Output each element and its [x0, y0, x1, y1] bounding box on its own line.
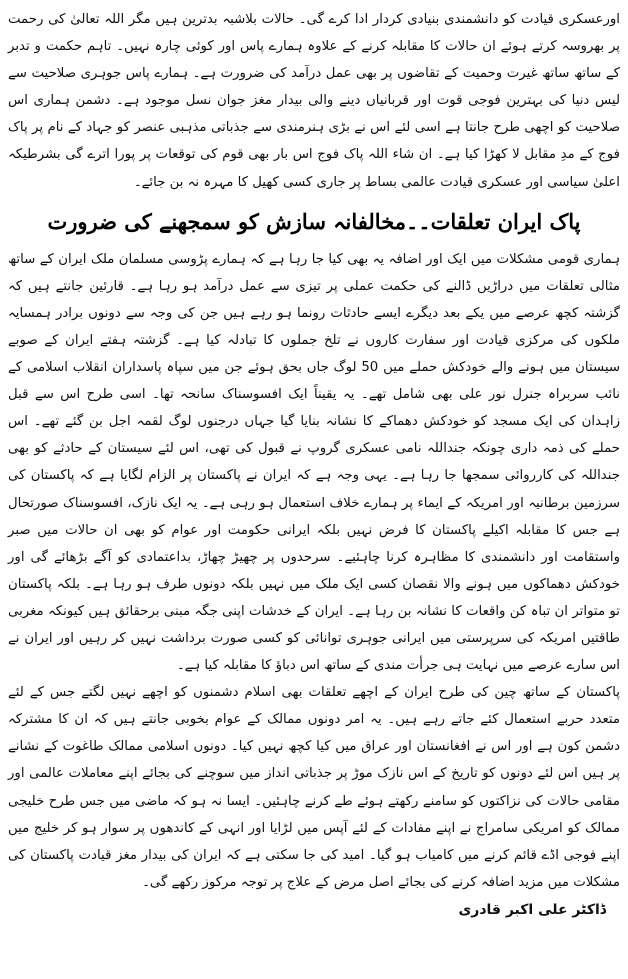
- body-paragraph-1: ہماری قومی مشکلات میں ایک اور اضافہ یہ بھی کیا جا رہا ہے کہ ہمارے پڑوسی مسلمان ملک ایران کے ساتھ مثالی تعلقات میں دراڑیں ڈالنے کی حکمت عملی پر تیزی سے عمل درآمد ہو رہا ہے۔ قارئین جانتے ہیں کہ گزشتہ کچھ عرصے میں یکے بعد دیگرے ایسے حادثات رونما ہو رہے ہیں جن کی وجہ سے دونوں برادر ہمسایہ ملکوں کی مرکزی قیادت اور سفارت کاروں نے تلخ جملوں کا تبادلہ کیا ہے۔ گزشتہ ہفتے ایران کے صوبے سیستان میں ہونے والے خودکش حملے میں 50 لوگ جاں بحق ہوئے جن میں سپاہ پاسداران انقلاب اسلامی کے نائب سربراہ جنرل نور علی بھی شامل تھے۔ یہ یقیناً ایک افسوسناک سانحہ تھا۔ اسی طرح اس سے قبل زاہدان کی ایک مسجد کو خودکش دھماکے کا نشانہ بنایا گیا جہاں درجنوں لوگ لقمہ اجل بن گئے تھے۔ اس حملے کی ذمہ داری چونکہ جنداللہ نامی عسکری گروپ نے قبول کی تھی، اس لئے سیستان کے حادثے کو بھی جنداللہ کی کارروائی سمجھا جا رہا ہے۔ یہی وجہ ہے کہ ایران نے پاکستان پر الزام لگایا ہے کہ پاکستان کی سرزمین برطانیہ اور امریکہ کے ایماء پر ہمارے خلاف استعمال ہو رہی ہے۔ یہ ایک نازک، افسوسناک صورتحال ہے جس کا مقابلہ اکیلے پاکستان کا فرض نہیں بلکہ ایرانی حکومت اور عوام کو بھی ان حالات میں صبر واستقامت اور دانشمندی کا مظاہرہ کرنا چاہئیے۔ سرحدوں پر چھیڑ چھاڑ، بداعتمادی کو آگے بڑھائے گی اور خودکش دھماکوں میں ہونے والا نقصان کسی ایک ملک میں نہیں بلکہ دونوں طرف ہو رہا ہے۔ بلکہ پاکستان تو متواتر ان تباہ کن واقعات کا نشانہ بن رہا ہے۔ ایران کے خدشات اپنی جگہ مبنی برحقائق ہیں کیونکہ مغربی طاقتیں امریکہ کی سرپرستی میں ایرانی جوہری توانائی کو کسی صورت برداشت نہیں کر رہیں اور ایران نے اس سارے عرصے میں نہایت ہی جرأت مندی کے ساتھ اس دباؤ کا مقابلہ کیا ہے۔: [8, 251, 621, 674]
- intro-paragraph: اورعسکری قیادت کو دانشمندی بنیادی کردار ادا کرے گی۔ حالات بلاشبہ بدترین ہیں مگر اللہ تعالیٰ کی رحمت پر بھروسہ کرتے ہوئے ان حالات کا مقابلہ کرنے کے علاوہ ہمارے پاس اور کوئی چارہ نہیں۔ تاہم حکمت و تدبر کے ساتھ ساتھ غیرت وحمیت کے تقاضوں پر بھی عمل درآمد کی ضرورت ہے۔ ہمارے پاس جوہری صلاحیت سے لیس دنیا کی بہترین فوجی قوت اور قربانیاں دینے والی بیدار مغز جوان نسل موجود ہے۔ دشمن ہماری اس صلاحیت کو اچھی طرح جانتا ہے اسی لئے اس نے بڑی ہنرمندی سے جذباتی مذہبی عنصر کو جہاد کے نام پر پاک فوج کے مدِ مقابل لا کھڑا کیا ہے۔ ان شاء اللہ پاک فوج اس بار بھی قوم کی توقعات پر پورا اترے گی بشرطیکہ اعلیٰ سیاسی اور عسکری قیادت عالمی بساط پر جاری کسی کھیل کا مہرہ نہ بن جائے۔: [8, 12, 620, 190]
- body-paragraph-2: پاکستان کے ساتھ چین کی طرح ایران کے اچھے تعلقات بھی اسلام دشمنوں کو اچھے نہیں لگتے جس کے لئے متعدد حربے استعمال کئے جاتے رہے ہیں۔ یہ امر دونوں ممالک کے عوام بخوبی جانتے ہیں کہ ان کا مشترکہ دشمن کون ہے اور اس نے افغانستان اور عراق میں کیا کچھ نہیں کیا۔ دونوں اسلامی ممالک طاغوت کے نشانے پر ہیں اس لئے دونوں کو تاریخ کے اس نازک موڑ پر جذباتی انداز میں سوچنے کی بجائے اپنے معاملات عالمی اور مقامی حالات کی نزاکتوں کو سامنے رکھتے ہوئے طے کرنے چاہئیں۔ ایسا نہ ہو کہ ماضی میں جس طرح خلیجی ممالک کو امریکی سامراج نے اپنے مفادات کے لئے آپس میں لڑایا اور انہی کے کاندھوں پر سوار ہو کر خلیج میں اپنے فوجی اڈے قائم کرنے میں کامیاب ہو گیا۔ امید کی جا سکتی ہے کہ ایران کی بیدار مغز قیادت پاکستان کی مشکلات میں مزید اضافہ کرنے کی بجائے اصل مرض کے علاج پر توجہ مرکوز رکھے گی۔: [8, 685, 620, 890]
- author-byline: ڈاکٹر علی اکبر قادری: [458, 901, 606, 918]
- article-headline: پاک ایران تعلقات۔۔مخالفانہ سازش کو سمجھنے کی ضرورت: [47, 208, 581, 234]
